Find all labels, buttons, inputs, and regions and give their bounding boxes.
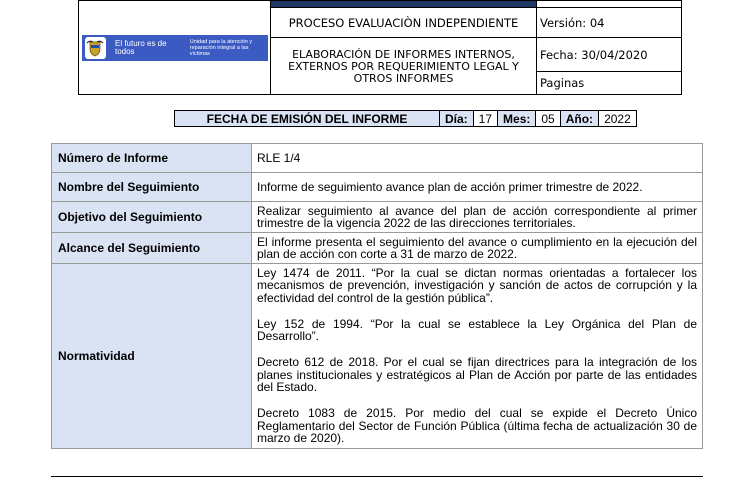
norm-paragraph: Decreto 1083 de 2015. Por medio del cual se expide el Decreto Único Reglamentario del Sector de Función Pública (última fecha de actualización 30 de marzo de 2020). xyxy=(257,406,697,445)
name-label: Nombre del Seguimiento xyxy=(52,173,252,202)
document-title-band xyxy=(271,1,537,8)
logo-slogan: El futuro es de todos xyxy=(114,38,167,56)
colombia-coat-of-arms-icon xyxy=(85,37,106,59)
norm-paragraph: Ley 152 de 1994. “Por la cual se establece la Ley Orgánica del Plan de Desarrollo”. xyxy=(257,316,697,344)
pages-label: Paginas xyxy=(537,72,682,95)
document-header xyxy=(78,0,682,95)
date-label: Fecha: 30/04/2020 xyxy=(537,38,682,72)
month-value: 05 xyxy=(536,111,560,127)
procedure-name: ELABORACIÓN DE INFORMES INTERNOS, EXTERNOS POR REQUERIMIENTO LEGAL Y OTROS INFORMES xyxy=(271,38,537,95)
table-row xyxy=(52,173,703,202)
norms-value xyxy=(252,264,703,449)
norm-paragraph: Ley 1474 de 2011. “Por la cual se dictan normas orientadas a fortalecer los mecanismos de prevención, investigación y sanción de actos de corrupción y la efectividad del control de la gestión pública”. xyxy=(257,266,697,305)
norm-paragraph: Decreto 612 de 2018. Por el cual se fijan directrices para la integración de los planes institucionales y estratégicos al Plan de Acción por parte de las entidades del Estado. xyxy=(257,355,697,395)
report-number-value: RLE 1/4 xyxy=(252,144,703,173)
process-name: PROCESO EVALUACIÒN INDEPENDIENTE xyxy=(271,8,537,38)
footer-divider xyxy=(51,476,703,477)
table-row xyxy=(52,202,703,233)
logo-cell xyxy=(79,1,271,95)
table-row xyxy=(52,144,703,173)
report-info-table xyxy=(51,143,703,449)
day-value: 17 xyxy=(473,111,497,127)
year-label: Año: xyxy=(560,111,598,127)
emission-date-row xyxy=(174,110,637,127)
name-value: Informe de seguimiento avance plan de acción primer trimestre de 2022. xyxy=(252,173,703,202)
scope-value: El informe presenta el seguimiento del avance o cumplimiento en la ejecución del plan de acción con corte a 31 de marzo de 2022. xyxy=(252,233,703,264)
day-label: Día: xyxy=(440,111,474,127)
logo-unit-name: Unidad para la atención y reparación integral a las víctimas xyxy=(189,38,253,57)
table-row xyxy=(52,264,703,449)
norms-label: Normatividad xyxy=(52,264,252,449)
scope-label: Alcance del Seguimiento xyxy=(52,233,252,264)
objective-label: Objetivo del Seguimiento xyxy=(52,202,252,233)
table-row xyxy=(52,233,703,264)
report-number-label: Número de Informe xyxy=(52,144,252,173)
code-cell xyxy=(537,1,682,8)
month-label: Mes: xyxy=(498,111,536,127)
entity-logo xyxy=(82,35,268,61)
objective-value: Realizar seguimiento al avance del plan de acción correspondiente al primer trimestre de la vigencia 2022 de las direcciones territoriales. xyxy=(252,202,703,233)
year-value: 2022 xyxy=(599,111,637,127)
emission-title: FECHA DE EMISIÓN DEL INFORME xyxy=(175,111,440,127)
version-label: Versión: 04 xyxy=(537,8,682,38)
